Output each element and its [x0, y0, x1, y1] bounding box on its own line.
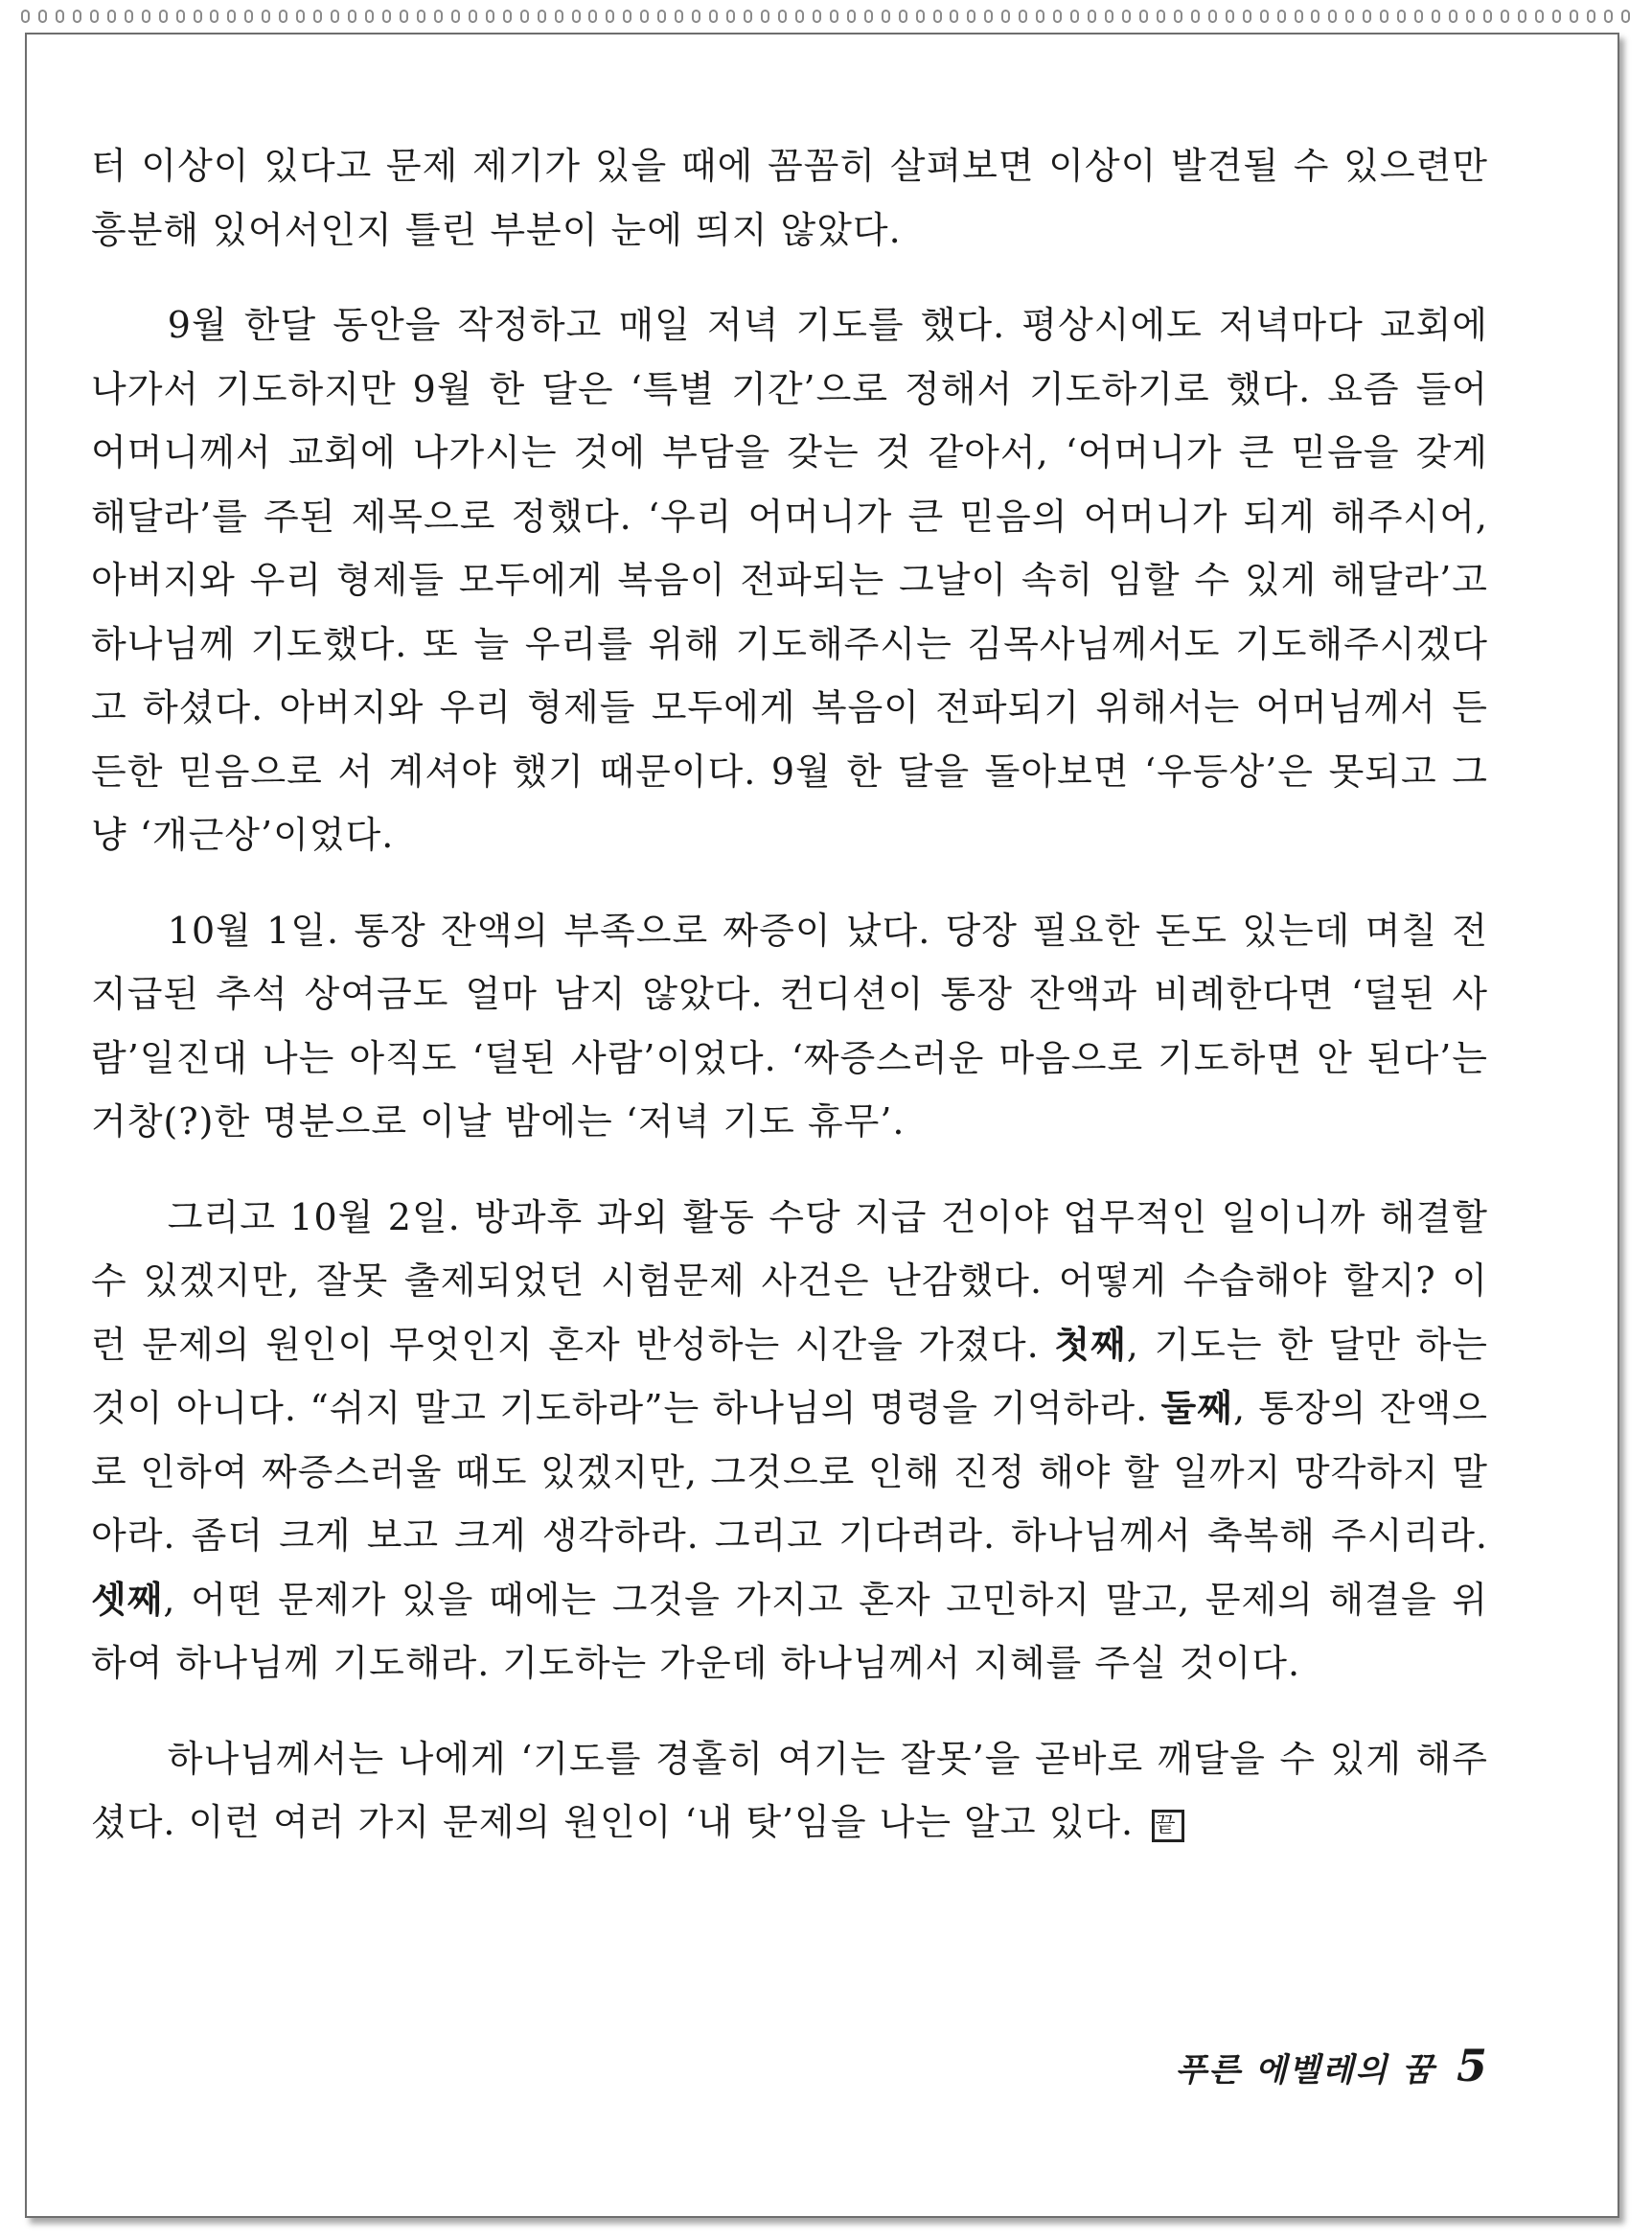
- binding-ring: [159, 10, 168, 23]
- paragraph-text: 그리고 10월 2일. 방과후 과외 활동 수당 지급 건이야 업무적인 일이니까 해결할 수 있겠지만, 잘못 출제되었던 시험문제 사건은 난감했다. 어떻게 수습해야 할지? 이런 문제의 원인이 무엇인지 혼자 반성하는 시간을 가졌다.: [91, 1195, 1488, 1366]
- binding-ring: [1552, 10, 1561, 23]
- end-mark-icon: 끝: [1152, 1810, 1184, 1842]
- binding-ring: [1466, 10, 1475, 23]
- binding-ring: [572, 10, 581, 23]
- binding-ring: [606, 10, 614, 23]
- binding-ring: [1621, 10, 1630, 23]
- binding-ring: [864, 10, 873, 23]
- paragraph-text: 하나님께서는 나에게 ‘기도를 경홀히 여기는 잘못’을 곧바로 깨달을 수 있게 해주셨다. 이런 여러 가지 문제의 원인이 ‘내 탓’임을 나는 알고 있다.: [91, 1737, 1488, 1843]
- binding-ring: [623, 10, 631, 23]
- binding-ring: [1501, 10, 1509, 23]
- binding-ring: [503, 10, 512, 23]
- binding-ring: [451, 10, 460, 23]
- binding-ring: [1328, 10, 1337, 23]
- binding-ring: [1311, 10, 1319, 23]
- emphasis-text: 둘째: [1160, 1386, 1233, 1429]
- emphasis-text: 첫째: [1054, 1322, 1127, 1366]
- binding-ring: [1587, 10, 1595, 23]
- binding-ring: [1432, 10, 1440, 23]
- paragraph: [91, 1186, 1488, 1696]
- binding-ring: [1122, 10, 1131, 23]
- paragraph-text: 터 이상이 있다고 문제 제기가 있을 때에 꼼꼼히 살펴보면 이상이 발견될 수 있으련만 흥분해 있어서인지 틀린 부분이 눈에 띄지 않았다.: [91, 145, 1488, 251]
- binding-ring: [1483, 10, 1492, 23]
- binding-ring: [73, 10, 81, 23]
- binding-ring: [1414, 10, 1423, 23]
- paragraph-text: 10월 1일. 통장 잔액의 부족으로 짜증이 났다. 당장 필요한 돈도 있는데 며칠 전 지급된 추석 상여금도 얼마 남지 않았다. 컨디션이 통장 잔액과 비례한다면 ‘덜된 사람’일진대 나는 아직도 ‘덜된 사람’이었다. ‘짜증스러운 마음으로 기도하면 안 된다’는 거창(?)한 명분으로 이날 밤에는 ‘저녁 기도 휴무’.: [91, 909, 1488, 1143]
- binding-ring: [933, 10, 942, 23]
- binding-ring: [692, 10, 700, 23]
- binding-ring: [1363, 10, 1371, 23]
- paragraph: [91, 134, 1488, 262]
- binding-ring: [365, 10, 374, 23]
- binding-ring: [761, 10, 769, 23]
- page-footer: [1175, 2040, 1487, 2091]
- binding-ring: [1226, 10, 1234, 23]
- binding-ring: [210, 10, 218, 23]
- binding-ring: [1380, 10, 1388, 23]
- binding-ring: [950, 10, 958, 23]
- binding-ring: [417, 10, 425, 23]
- binding-ring: [194, 10, 202, 23]
- binding-ring: [1157, 10, 1165, 23]
- binding-ring: [486, 10, 494, 23]
- paragraph-text: 9월 한달 동안을 작정하고 매일 저녁 기도를 했다. 평상시에도 저녁마다 교회에 나가서 기도하지만 9월 한 달은 ‘특별 기간’으로 정해서 기도하기로 했다. 요즘 들어 어머니께서 교회에 나가시는 것에 부담을 갖는 것 같아서, ‘어머니가 큰 믿음을 갖게 해달라’를 주된 제목으로 정했다. ‘우리 어머니가 큰 믿음의 어머니가 되게 해주시어, 아버지와 우리 형제들 모두에게 복음이 전파되는 그날이 속히 임할 수 있게 해달라’고 하나님께 기도했다. 또 늘 우리를 위해 기도해주시는 김목사님께서도 기도해주시겠다고 하셨다. 아버지와 우리 형제들 모두에게 복음이 전파되기 위해서는 어머님께서 든든한 믿음으로 서 계셔야 했기 때문이다. 9월 한 달을 돌아보면 ‘우등상’은 못되고 그냥 ‘개근상’이었다.: [91, 304, 1488, 856]
- page-number: 5: [1456, 2040, 1487, 2091]
- binding-ring: [125, 10, 133, 23]
- binding-ring: [1036, 10, 1044, 23]
- binding-ring: [244, 10, 253, 23]
- paragraph: [91, 293, 1488, 867]
- binding-ring: [1174, 10, 1182, 23]
- binding-ring: [984, 10, 993, 23]
- paragraph: [91, 899, 1488, 1154]
- binding-ring: [1191, 10, 1200, 23]
- binding-ring: [142, 10, 150, 23]
- binding-ring: [279, 10, 287, 23]
- binding-ring: [348, 10, 356, 23]
- binding-ring: [382, 10, 391, 23]
- binding-ring: [296, 10, 305, 23]
- binding-ring: [726, 10, 735, 23]
- binding-ring: [899, 10, 907, 23]
- emphasis-text: 셋째: [91, 1577, 164, 1621]
- binding-ring: [1208, 10, 1217, 23]
- paragraph-text: , 통장의 잔액으로 인하여 짜증스러울 때도 있겠지만, 그것으로 인해 진정 해야 할 일까지 망각하지 말아라. 좀더 크게 보고 크게 생각하라. 그리고 기다려라. 하나님께서 축복해 주시리라.: [91, 1387, 1488, 1557]
- binding-ring: [538, 10, 546, 23]
- binding-ring: [744, 10, 752, 23]
- binding-ring: [21, 10, 30, 23]
- binding-ring: [830, 10, 838, 23]
- binding-ring: [675, 10, 683, 23]
- footer-book-title: 푸른 에벨레의 꿈: [1175, 2051, 1435, 2090]
- paragraph-text: , 어떤 문제가 있을 때에는 그것을 가지고 혼자 고민하지 말고, 문제의 해결을 위하여 하나님께 기도해라. 기도하는 가운데 하나님께서 지혜를 주실 것이다.: [91, 1578, 1488, 1684]
- binding-ring: [709, 10, 718, 23]
- binding-ring: [1518, 10, 1526, 23]
- binding-ring: [1277, 10, 1286, 23]
- binding-ring: [227, 10, 236, 23]
- binding-ring: [1243, 10, 1251, 23]
- binding-ring: [176, 10, 185, 23]
- paragraph: [91, 1727, 1488, 1855]
- binding-ring: [795, 10, 804, 23]
- binding-ring: [1088, 10, 1096, 23]
- binding-ring: [400, 10, 408, 23]
- binding-ring: [107, 10, 116, 23]
- document-body: [91, 134, 1488, 1855]
- binding-ring: [847, 10, 856, 23]
- binding-ring: [434, 10, 443, 23]
- binding-ring: [1053, 10, 1062, 23]
- binding-ring: [1535, 10, 1544, 23]
- binding-ring: [588, 10, 597, 23]
- binding-ring: [1139, 10, 1148, 23]
- binding-ring: [778, 10, 787, 23]
- binding-ring: [813, 10, 821, 23]
- binding-ring: [262, 10, 270, 23]
- binding-ring: [331, 10, 339, 23]
- binding-ring: [1449, 10, 1457, 23]
- binding-ring: [1260, 10, 1269, 23]
- binding-ring: [1070, 10, 1079, 23]
- binding-ring: [1295, 10, 1303, 23]
- binding-ring: [1397, 10, 1406, 23]
- binding-ring: [640, 10, 649, 23]
- binding-ring: [1019, 10, 1027, 23]
- binding-ring: [916, 10, 925, 23]
- binding-ring: [90, 10, 99, 23]
- binding-ring: [1604, 10, 1613, 23]
- spiral-binding: [21, 6, 1631, 27]
- binding-ring: [1105, 10, 1113, 23]
- binding-ring: [967, 10, 975, 23]
- binding-ring: [657, 10, 666, 23]
- binding-ring: [313, 10, 322, 23]
- binding-ring: [520, 10, 529, 23]
- binding-ring: [555, 10, 563, 23]
- binding-ring: [1570, 10, 1578, 23]
- binding-ring: [38, 10, 47, 23]
- binding-ring: [1345, 10, 1354, 23]
- binding-ring: [882, 10, 890, 23]
- binding-ring: [56, 10, 64, 23]
- binding-ring: [469, 10, 477, 23]
- binding-ring: [1001, 10, 1010, 23]
- paragraph-text: , 기도는 한 달만 하는 것이 아니다. “쉬지 말고 기도하라”는 하나님의 명령을 기억하라.: [91, 1323, 1488, 1429]
